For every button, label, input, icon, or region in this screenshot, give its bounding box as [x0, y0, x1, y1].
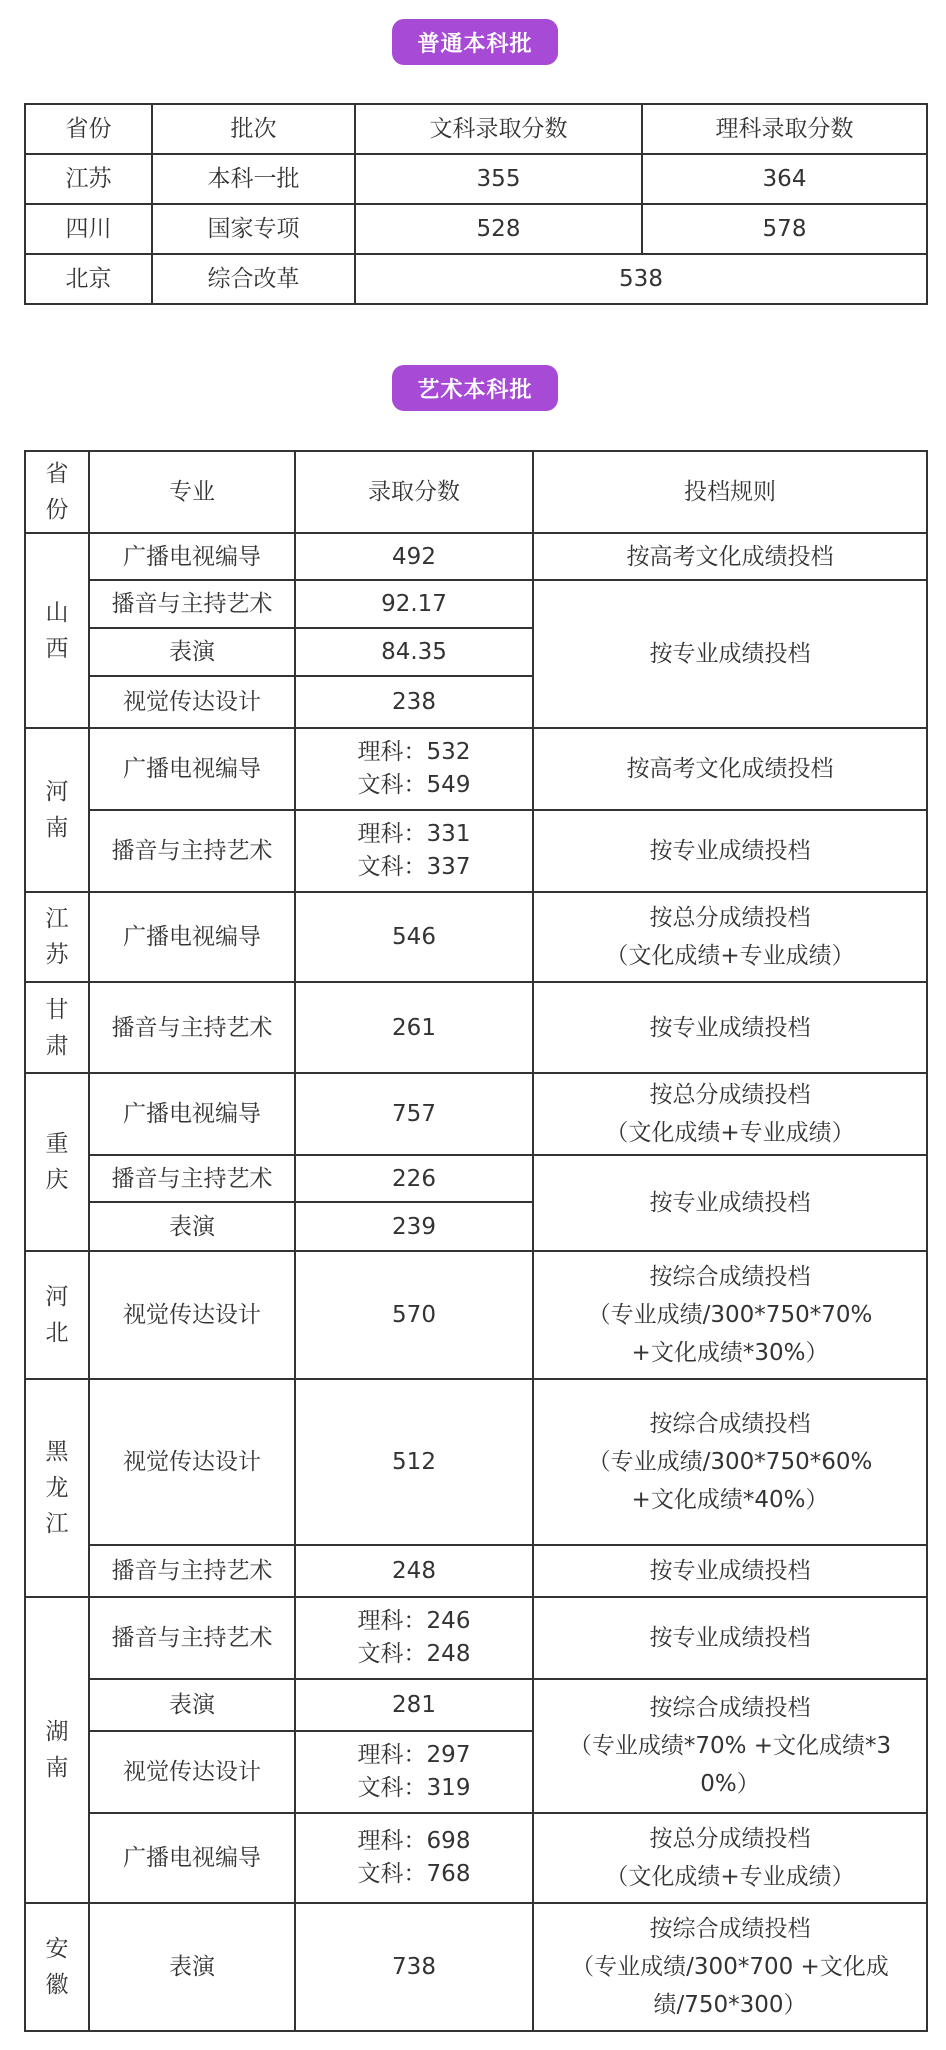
rule-cell: 按综合成绩投档 （专业成绩/300*750*70% +文化成绩*30%） [533, 1251, 927, 1379]
table-row [25, 1545, 927, 1597]
province-cell: 山 西 [25, 533, 89, 728]
province-cell: 安 徽 [25, 1903, 89, 2031]
province-cell: 四川 [25, 204, 152, 254]
score-cell: 239 [295, 1202, 533, 1251]
major-cell: 广播电视编导 [89, 1813, 295, 1903]
province-cell: 甘 肃 [25, 982, 89, 1073]
table-row [25, 204, 927, 254]
major-cell: 广播电视编导 [89, 533, 295, 580]
table-row [25, 1903, 927, 2031]
score-cell: 570 [295, 1251, 533, 1379]
score-cell: 238 [295, 676, 533, 728]
major-cell: 播音与主持艺术 [89, 1597, 295, 1679]
major-cell: 表演 [89, 1903, 295, 2031]
rule-cell: 按综合成绩投档 （专业成绩*70% +文化成绩*3 0%） [533, 1679, 927, 1813]
rule-cell: 按专业成绩投档 [533, 982, 927, 1073]
batch-cell: 综合改革 [152, 254, 355, 304]
score-cell: 84.35 [295, 628, 533, 676]
table-row [25, 154, 927, 204]
rule-cell: 按总分成绩投档 （文化成绩+专业成绩） [533, 892, 927, 982]
table-row [25, 728, 927, 810]
score-cell: 226 [295, 1155, 533, 1202]
arts-score-cell: 528 [355, 204, 642, 254]
major-cell: 播音与主持艺术 [89, 580, 295, 628]
general-admission-table [24, 103, 928, 305]
score-cell: 546 [295, 892, 533, 982]
table-row [25, 580, 927, 628]
province-cell: 北京 [25, 254, 152, 304]
rule-cell: 按总分成绩投档 （文化成绩+专业成绩） [533, 1813, 927, 1903]
table-row [25, 1813, 927, 1903]
rule-cell: 按专业成绩投档 [533, 580, 927, 728]
table-row [25, 982, 927, 1073]
science-score-cell: 364 [642, 154, 927, 204]
combined-score-cell: 538 [355, 254, 927, 304]
score-cell: 理科：532 文科：549 [295, 728, 533, 810]
score-cell: 理科：698 文科：768 [295, 1813, 533, 1903]
score-cell: 248 [295, 1545, 533, 1597]
score-cell: 92.17 [295, 580, 533, 628]
major-cell: 播音与主持艺术 [89, 1155, 295, 1202]
header-major: 专业 [89, 451, 295, 533]
header-arts-score: 文科录取分数 [355, 104, 642, 154]
major-cell: 表演 [89, 628, 295, 676]
province-cell: 重 庆 [25, 1073, 89, 1251]
score-cell: 512 [295, 1379, 533, 1545]
major-cell: 广播电视编导 [89, 892, 295, 982]
score-cell: 281 [295, 1679, 533, 1731]
score-cell: 757 [295, 1073, 533, 1155]
header-score: 录取分数 [295, 451, 533, 533]
province-cell: 河 北 [25, 1251, 89, 1379]
table-row [25, 1379, 927, 1545]
rule-cell: 按专业成绩投档 [533, 1597, 927, 1679]
rule-cell: 按高考文化成绩投档 [533, 728, 927, 810]
rule-cell: 按专业成绩投档 [533, 810, 927, 892]
header-batch: 批次 [152, 104, 355, 154]
rule-cell: 按专业成绩投档 [533, 1545, 927, 1597]
major-cell: 播音与主持艺术 [89, 982, 295, 1073]
arts-score-cell: 355 [355, 154, 642, 204]
science-score-cell: 578 [642, 204, 927, 254]
major-cell: 视觉传达设计 [89, 1379, 295, 1545]
table-row [25, 254, 927, 304]
score-cell: 492 [295, 533, 533, 580]
header-province: 省份 [25, 104, 152, 154]
major-cell: 播音与主持艺术 [89, 1545, 295, 1597]
province-cell: 江 苏 [25, 892, 89, 982]
art-admission-table [24, 450, 928, 2032]
major-cell: 广播电视编导 [89, 728, 295, 810]
score-cell: 理科：331 文科：337 [295, 810, 533, 892]
major-cell: 播音与主持艺术 [89, 810, 295, 892]
table-row [25, 1073, 927, 1155]
table-row [25, 1597, 927, 1679]
batch-cell: 本科一批 [152, 154, 355, 204]
header-science-score: 理科录取分数 [642, 104, 927, 154]
table-row [25, 1155, 927, 1202]
major-cell: 表演 [89, 1679, 295, 1731]
table-row [25, 1679, 927, 1731]
table-header-row [25, 451, 927, 533]
province-cell: 河 南 [25, 728, 89, 892]
rule-cell: 按总分成绩投档 （文化成绩+专业成绩） [533, 1073, 927, 1155]
table-row [25, 892, 927, 982]
rule-cell: 按综合成绩投档 （专业成绩/300*750*60% +文化成绩*40%） [533, 1379, 927, 1545]
rule-cell: 按综合成绩投档 （专业成绩/300*700 +文化成 绩/750*300） [533, 1903, 927, 2031]
header-rule: 投档规则 [533, 451, 927, 533]
province-cell: 江苏 [25, 154, 152, 204]
table-row [25, 810, 927, 892]
batch-cell: 国家专项 [152, 204, 355, 254]
major-cell: 视觉传达设计 [89, 1731, 295, 1813]
table-header-row [25, 104, 927, 154]
table-row [25, 1251, 927, 1379]
score-cell: 理科：246 文科：248 [295, 1597, 533, 1679]
major-cell: 视觉传达设计 [89, 1251, 295, 1379]
province-cell: 湖 南 [25, 1597, 89, 1903]
major-cell: 视觉传达设计 [89, 676, 295, 728]
score-cell: 理科：297 文科：319 [295, 1731, 533, 1813]
header-province: 省 份 [25, 451, 89, 533]
major-cell: 表演 [89, 1202, 295, 1251]
rule-cell: 按高考文化成绩投档 [533, 533, 927, 580]
section-title-art: 艺术本科批 [392, 365, 558, 411]
section-title-general: 普通本科批 [392, 19, 558, 65]
score-cell: 261 [295, 982, 533, 1073]
table-row [25, 533, 927, 580]
province-cell: 黑 龙 江 [25, 1379, 89, 1597]
rule-cell: 按专业成绩投档 [533, 1155, 927, 1251]
score-cell: 738 [295, 1903, 533, 2031]
major-cell: 广播电视编导 [89, 1073, 295, 1155]
